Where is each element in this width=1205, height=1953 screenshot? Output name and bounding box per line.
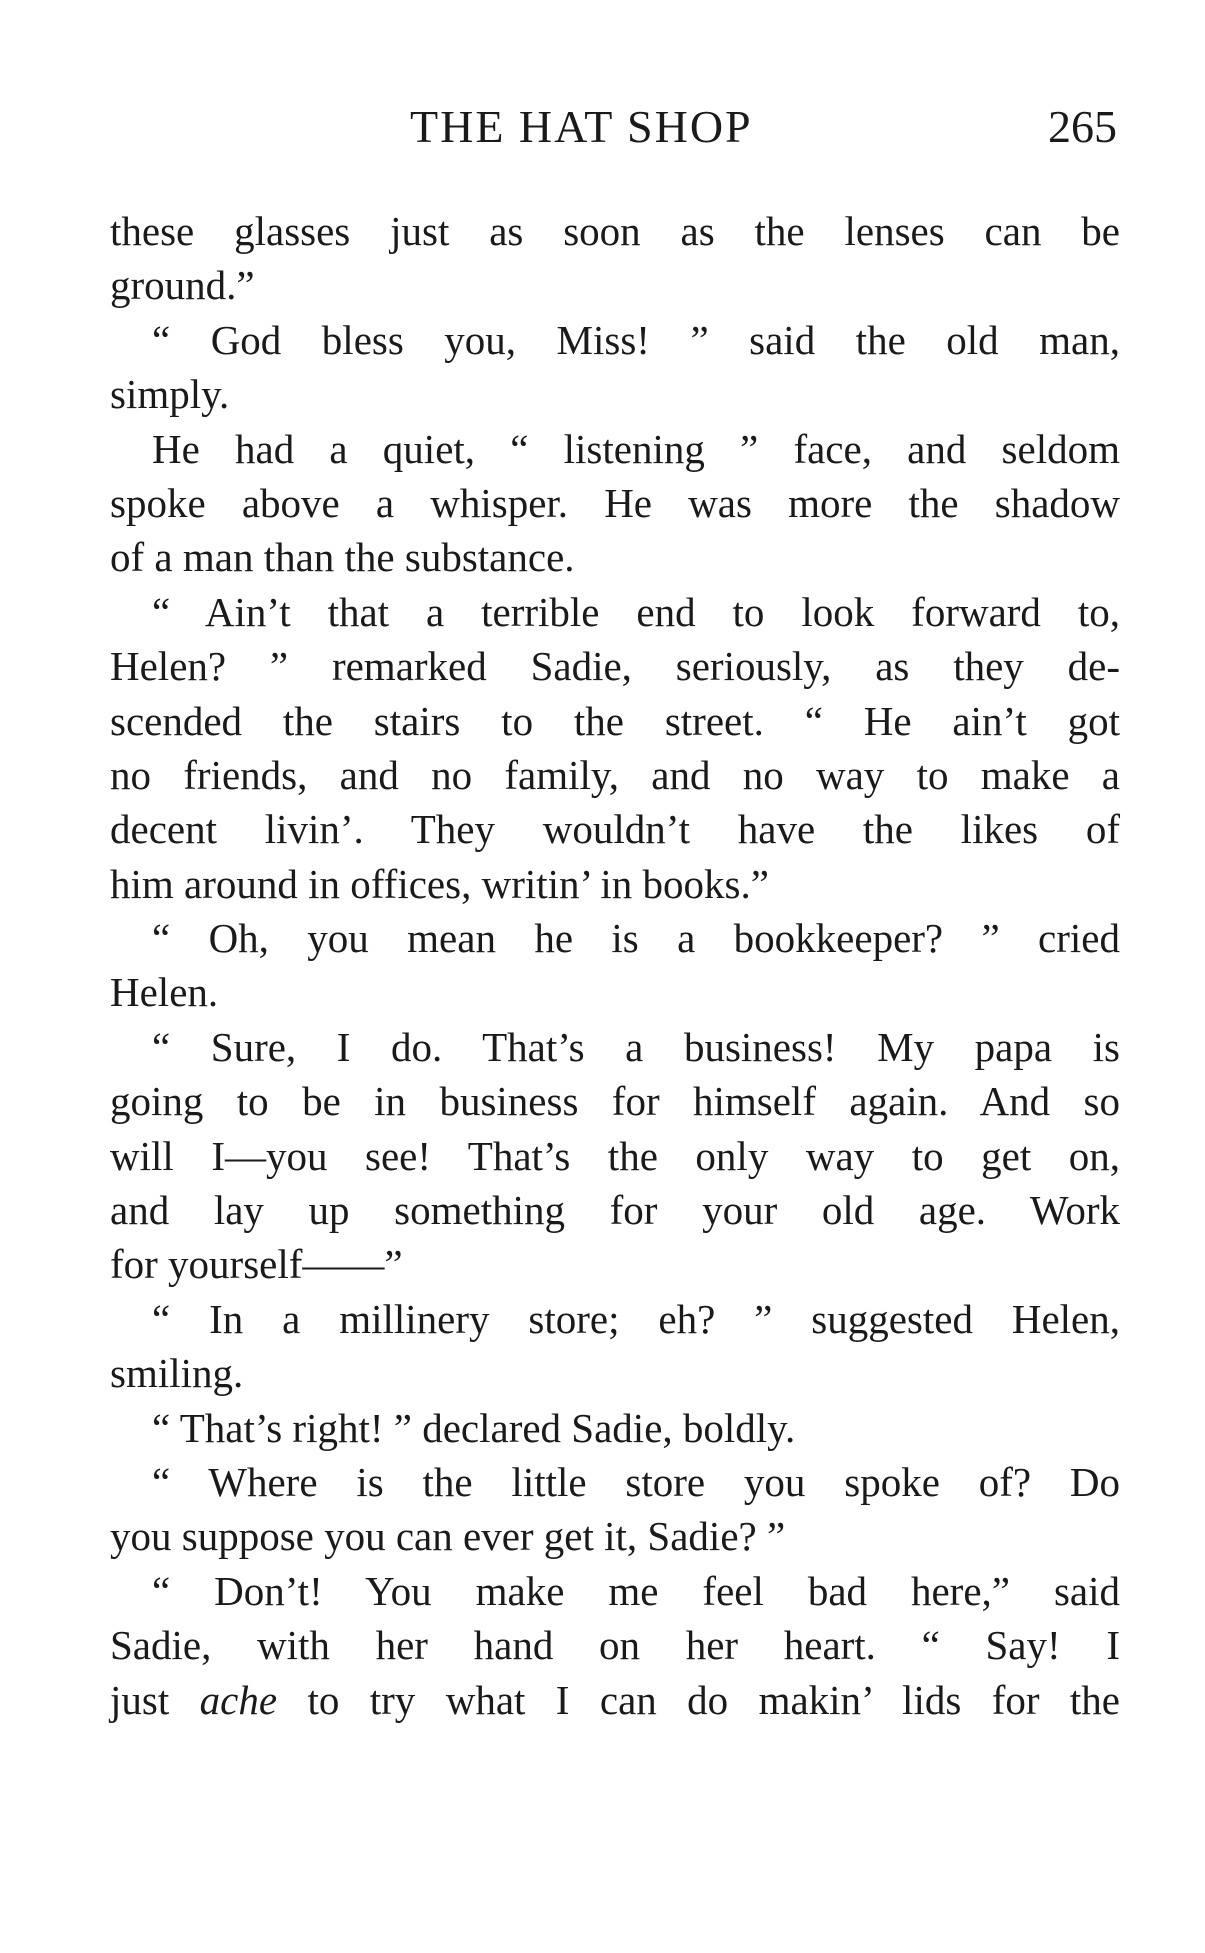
final-line-end: to try what I can do makin’ lids for the [277, 1676, 1121, 1723]
text-line: “ Don’t! You make me feel bad here,” said [152, 1567, 1120, 1614]
text-line: smiling. [110, 1350, 244, 1397]
page-header [0, 100, 1205, 160]
text-line: ground.” [110, 262, 255, 309]
text-line: and lay up something for your old age. Work [110, 1187, 1120, 1234]
text-line: “ That’s right! ” declared Sadie, boldly. [152, 1404, 796, 1451]
text-line: Helen? ” remarked Sadie, seriously, as they de- [110, 643, 1120, 690]
text-line: will I—you see! That’s the only way to get on, [110, 1132, 1120, 1179]
text-lines [110, 204, 1120, 1673]
text-line: “ In a millinery store; eh? ” suggested Helen, [152, 1295, 1120, 1342]
page-number: 265 [1048, 101, 1117, 152]
text-line: going to be in business for himself again. And so [110, 1078, 1120, 1125]
final-line-start: just [110, 1676, 200, 1723]
text-line: for yourself——” [110, 1241, 403, 1288]
text-line: spoke above a whisper. He was more the shadow [110, 479, 1120, 526]
text-line: “ Where is the little store you spoke of? Do [152, 1458, 1120, 1505]
text-line: him around in offices, writin’ in books.” [110, 860, 769, 907]
emphasized-word: ache [199, 1676, 278, 1723]
text-line: of a man than the substance. [110, 534, 575, 581]
text-line: simply. [110, 371, 230, 418]
text-line: no friends, and no family, and no way to make a [110, 751, 1120, 798]
body-text [110, 204, 1120, 1727]
text-line: “ Ain’t that a terrible end to look forward to, [152, 588, 1120, 635]
text-line: “ Oh, you mean he is a bookkeeper? ” cried [152, 915, 1120, 962]
running-title: THE HAT SHOP [410, 101, 753, 152]
text-line: you suppose you can ever get it, Sadie? ” [110, 1513, 786, 1560]
text-line: “ Sure, I do. That’s a business! My papa is [152, 1023, 1120, 1070]
text-line: “ God bless you, Miss! ” said the old man, [152, 316, 1120, 363]
text-line: He had a quiet, “ listening ” face, and seldom [152, 425, 1120, 472]
text-line: Sadie, with her hand on her heart. “ Say! I [110, 1622, 1120, 1669]
text-line: scended the stairs to the street. “ He ain’t got [110, 697, 1120, 744]
text-line: these glasses just as soon as the lenses can be [110, 208, 1120, 254]
text-line-final [110, 1673, 1120, 1727]
text-line: decent livin’. They wouldn’t have the likes of [110, 806, 1120, 853]
text-line: Helen. [110, 969, 219, 1016]
